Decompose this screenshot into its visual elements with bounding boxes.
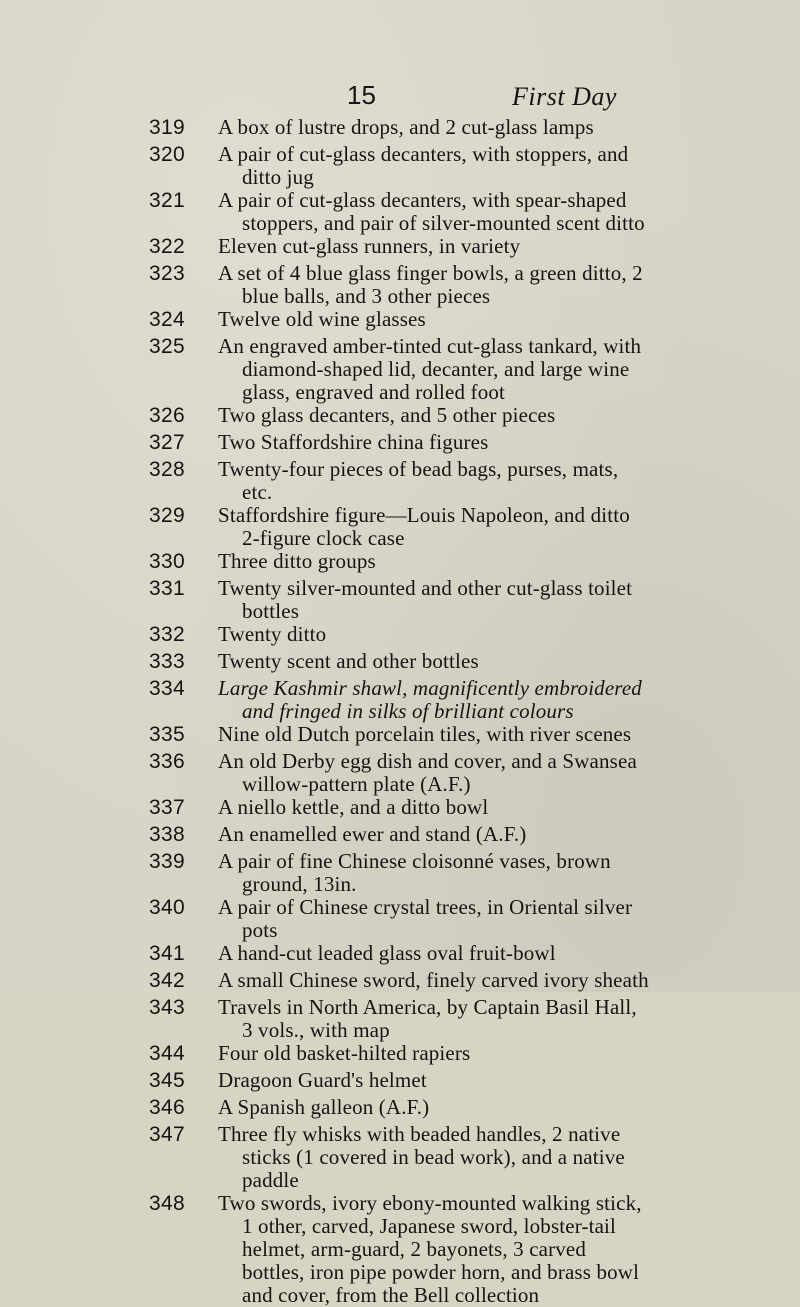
lot-number: 320 xyxy=(149,143,185,166)
lot-description: A Spanish galleon (A.F.) xyxy=(218,1095,430,1119)
lot-description: A set of 4 blue glass finger bowls, a green ditto, 2 blue balls, and 3 other pieces xyxy=(218,261,643,308)
lot-number: 338 xyxy=(149,823,185,846)
lot-number: 319 xyxy=(149,116,185,139)
lot-description: A pair of Chinese crystal trees, in Oriental silver pots xyxy=(218,895,633,942)
lot-entry xyxy=(0,942,800,969)
lot-entry xyxy=(0,850,800,896)
page-header xyxy=(0,76,800,112)
lot-description: A hand-cut leaded glass oval fruit-bowl xyxy=(218,941,556,965)
running-head: First Day xyxy=(512,82,617,111)
lot-number: 344 xyxy=(149,1042,185,1065)
lot-number: 340 xyxy=(149,896,185,919)
lot-entry xyxy=(0,116,800,143)
lot-number: 331 xyxy=(149,577,185,600)
lot-number: 334 xyxy=(149,677,185,700)
lot-description: Four old basket-hilted rapiers xyxy=(218,1041,471,1065)
lot-number: 346 xyxy=(149,1096,185,1119)
lot-description: An old Derby egg dish and cover, and a Swansea willow-pattern plate (A.F.) xyxy=(218,749,637,796)
lot-number: 323 xyxy=(149,262,185,285)
lot-description: Three ditto groups xyxy=(218,549,376,573)
lot-number: 325 xyxy=(149,335,185,358)
lot-number: 333 xyxy=(149,650,185,673)
lot-number: 348 xyxy=(149,1192,185,1215)
lot-entry xyxy=(0,1123,800,1192)
lot-number: 336 xyxy=(149,750,185,773)
lot-description: Twenty silver-mounted and other cut-glass toilet bottles xyxy=(218,576,633,623)
lot-description: Twenty scent and other bottles xyxy=(218,649,479,673)
lot-entry xyxy=(0,677,800,723)
lot-entry xyxy=(0,189,800,235)
lot-description: Three fly whisks with beaded handles, 2 native sticks (1 covered in bead work), and a native paddle xyxy=(218,1122,625,1192)
lot-entry xyxy=(0,750,800,796)
lot-entry xyxy=(0,262,800,308)
lot-description: Dragoon Guard's helmet xyxy=(218,1068,427,1092)
lot-entry xyxy=(0,796,800,823)
lot-number: 341 xyxy=(149,942,185,965)
lot-entry xyxy=(0,1192,800,1307)
lot-number: 322 xyxy=(149,235,185,258)
lot-description: A small Chinese sword, finely carved ivory sheath xyxy=(218,968,649,992)
lot-entry xyxy=(0,404,800,431)
lot-entry xyxy=(0,1096,800,1123)
lot-description: An engraved amber-tinted cut-glass tankard, with diamond-shaped lid, decanter, and large wine glass, engraved and rolled foot xyxy=(218,334,642,404)
lot-number: 321 xyxy=(149,189,185,212)
lot-description: A niello kettle, and a ditto bowl xyxy=(218,795,489,819)
lot-description: Two glass decanters, and 5 other pieces xyxy=(218,403,556,427)
lot-entry xyxy=(0,723,800,750)
lot-description: Nine old Dutch porcelain tiles, with river scenes xyxy=(218,722,632,746)
lot-number: 329 xyxy=(149,504,185,527)
lot-number: 327 xyxy=(149,431,185,454)
lot-description: Eleven cut-glass runners, in variety xyxy=(218,234,521,258)
lot-entry xyxy=(0,335,800,404)
lot-description: Twenty ditto xyxy=(218,622,327,646)
lot-number: 328 xyxy=(149,458,185,481)
lot-number: 335 xyxy=(149,723,185,746)
lot-entry xyxy=(0,1042,800,1069)
lot-list xyxy=(0,116,800,1307)
lot-number: 332 xyxy=(149,623,185,646)
lot-entry xyxy=(0,823,800,850)
lot-description: Two Staffordshire china figures xyxy=(218,430,489,454)
lot-description: A pair of cut-glass decanters, with spear-shaped stoppers, and pair of silver-mounted scent ditto xyxy=(218,188,645,235)
lot-description: Staffordshire figure—Louis Napoleon, and ditto 2-figure clock case xyxy=(218,503,630,550)
lot-description: Large Kashmir shawl, magnificently embroidered and fringed in silks of brilliant colours xyxy=(218,676,642,723)
lot-entry xyxy=(0,650,800,677)
lot-entry xyxy=(0,896,800,942)
lot-entry xyxy=(0,458,800,504)
lot-description: Twenty-four pieces of bead bags, purses, mats, etc. xyxy=(218,457,619,504)
lot-description: A pair of fine Chinese cloisonné vases, brown ground, 13in. xyxy=(218,849,611,896)
lot-number: 343 xyxy=(149,996,185,1019)
page-number: 15 xyxy=(347,80,376,110)
lot-entry xyxy=(0,996,800,1042)
lot-entry xyxy=(0,969,800,996)
lot-number: 342 xyxy=(149,969,185,992)
lot-entry xyxy=(0,308,800,335)
lot-description: Twelve old wine glasses xyxy=(218,307,426,331)
lot-entry xyxy=(0,431,800,458)
lot-entry xyxy=(0,623,800,650)
lot-description: Two swords, ivory ebony-mounted walking stick, 1 other, carved, Japanese sword, lobster-tail helmet, arm-guard, 2 bayonets, 3 carved bottles, iron pipe powder horn, and brass bowl and cover, from the Bell collection xyxy=(218,1191,642,1307)
lot-entry xyxy=(0,577,800,623)
lot-number: 330 xyxy=(149,550,185,573)
lot-entry xyxy=(0,550,800,577)
lot-number: 339 xyxy=(149,850,185,873)
lot-description: A box of lustre drops, and 2 cut-glass lamps xyxy=(218,115,594,139)
lot-description: A pair of cut-glass decanters, with stoppers, and ditto jug xyxy=(218,142,629,189)
lot-number: 345 xyxy=(149,1069,185,1092)
lot-description: Travels in North America, by Captain Basil Hall, 3 vols., with map xyxy=(218,995,637,1042)
lot-number: 337 xyxy=(149,796,185,819)
lot-entry xyxy=(0,504,800,550)
lot-entry xyxy=(0,143,800,189)
lot-number: 324 xyxy=(149,308,185,331)
lot-entry xyxy=(0,1069,800,1096)
lot-entry xyxy=(0,235,800,262)
lot-number: 326 xyxy=(149,404,185,427)
lot-number: 347 xyxy=(149,1123,185,1146)
lot-description: An enamelled ewer and stand (A.F.) xyxy=(218,822,527,846)
